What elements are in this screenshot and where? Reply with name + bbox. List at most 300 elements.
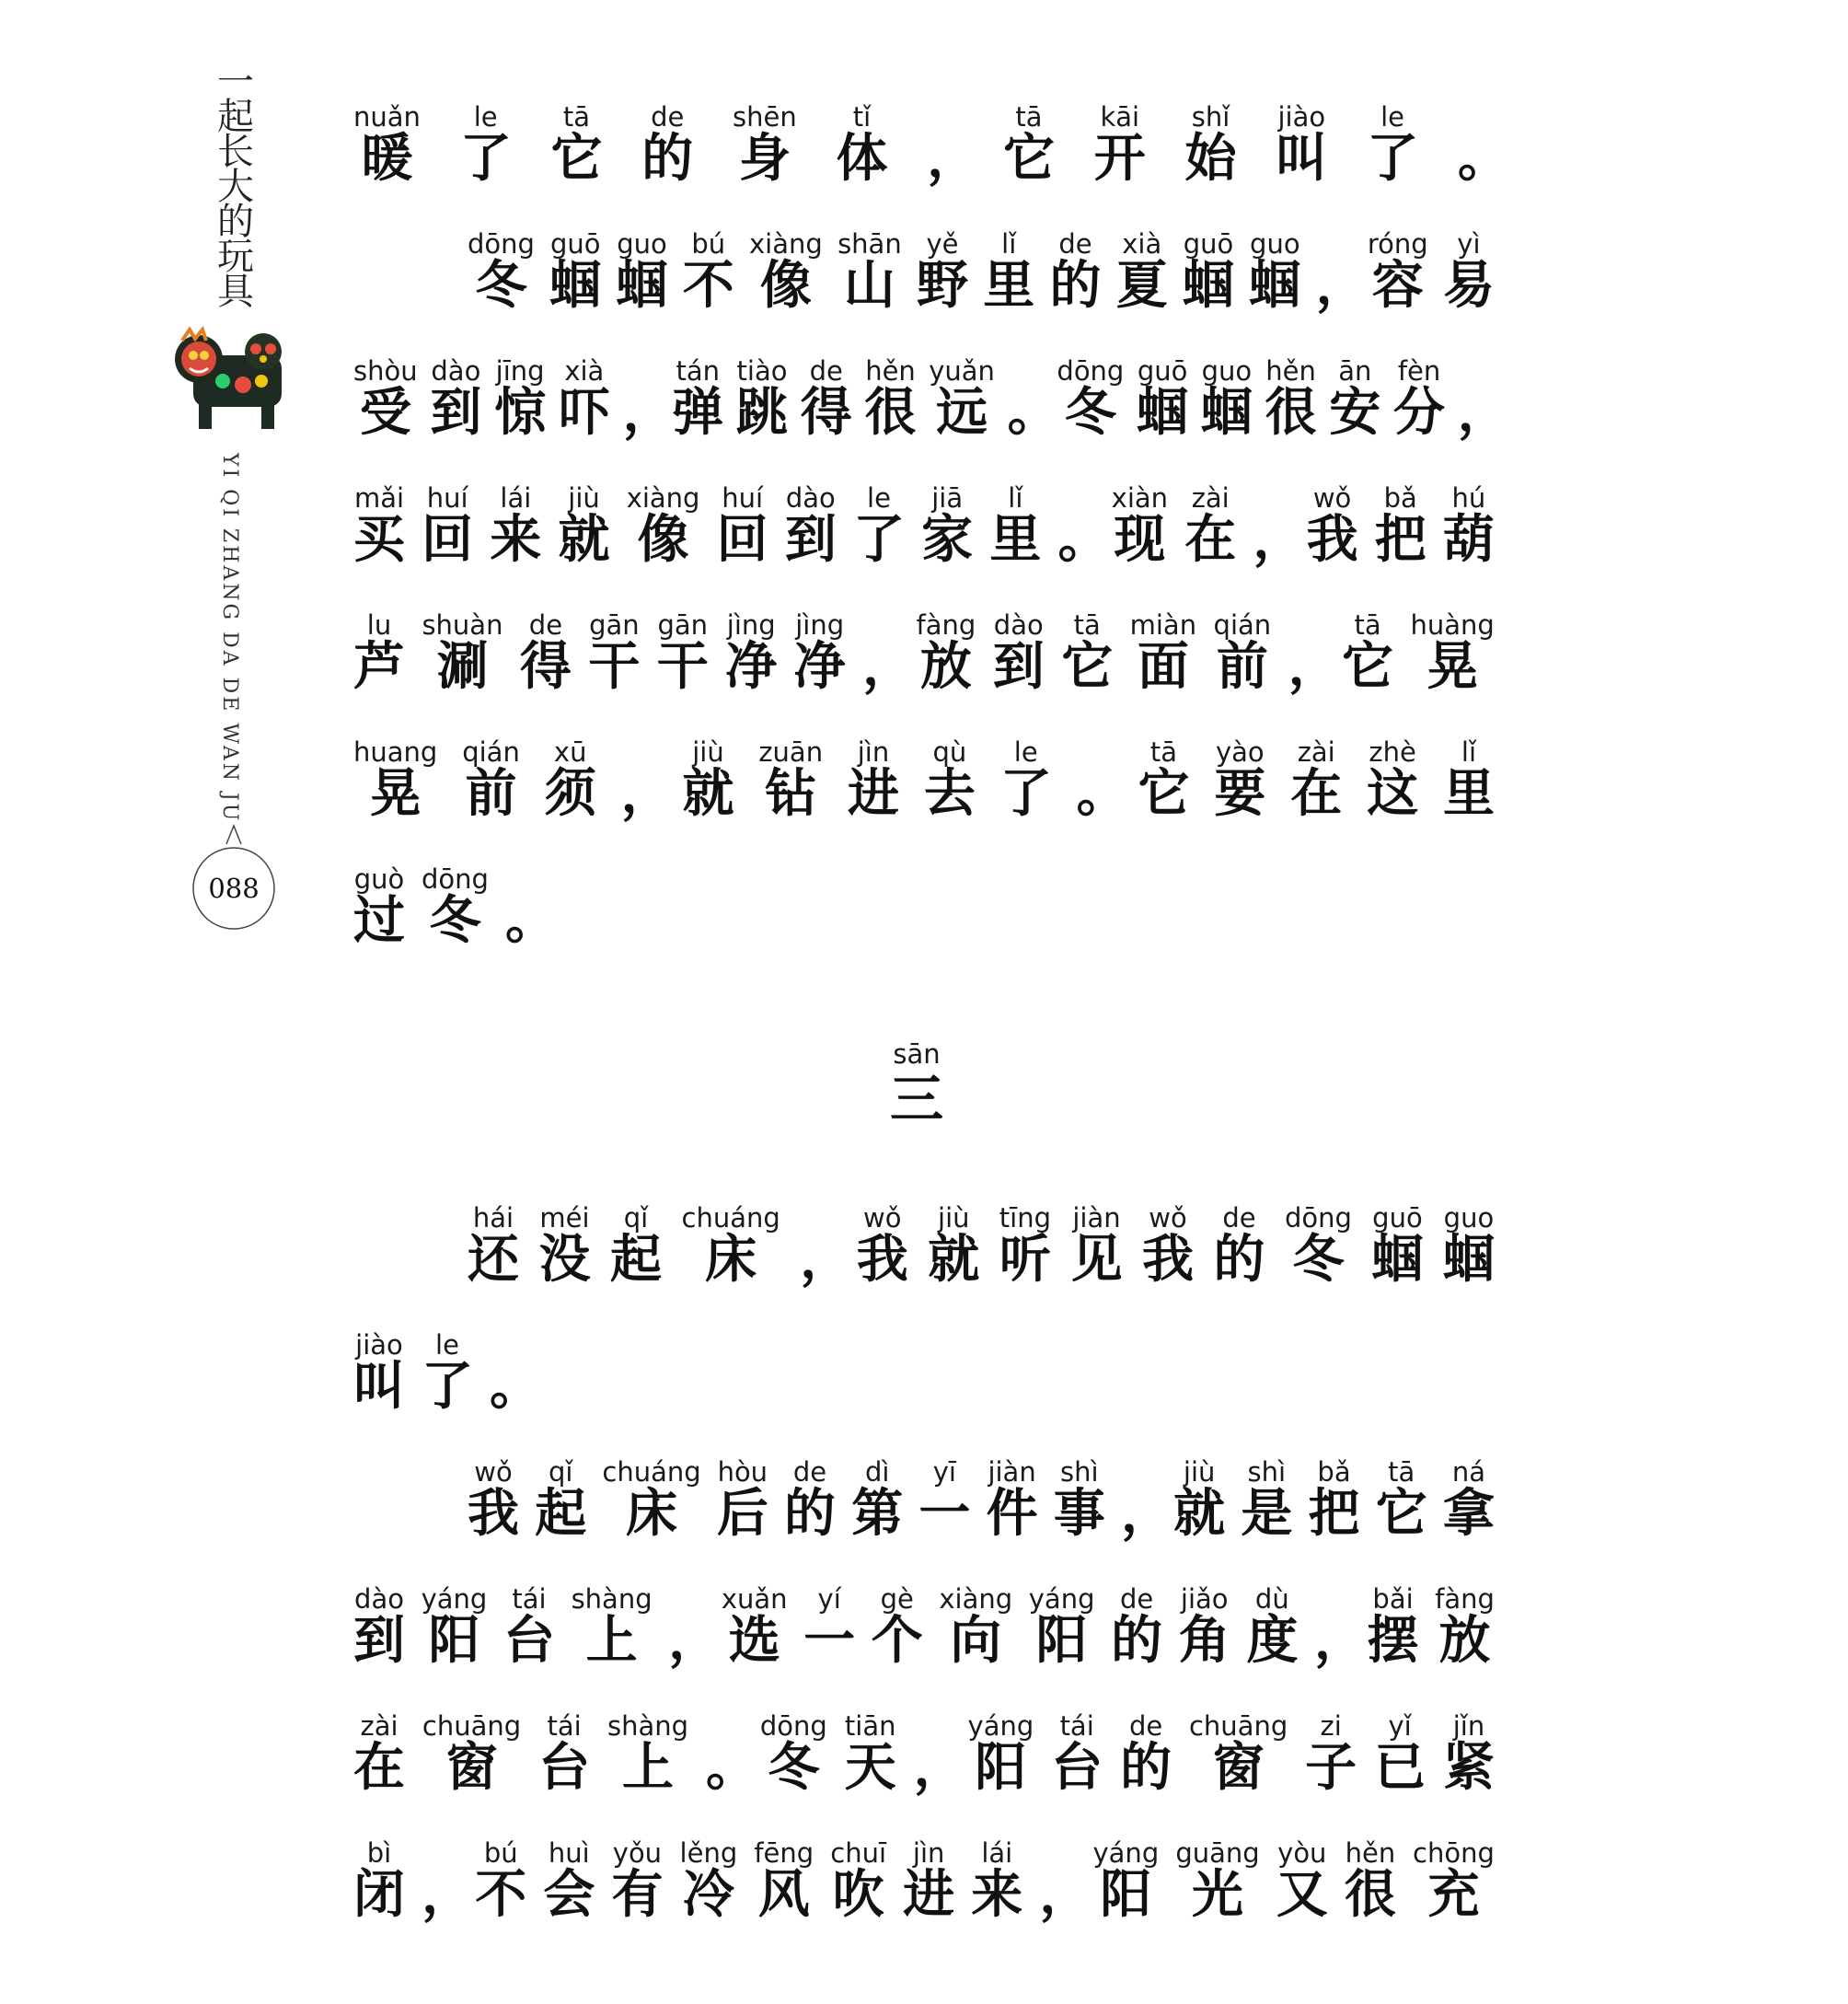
hanzi: 我 [1141,1229,1194,1290]
pinyin: jiā [931,482,964,514]
ruby-character [422,863,489,951]
hanzi: 受 [359,382,411,443]
hanzi: 了 [459,128,512,189]
hanzi: 就 [928,1229,980,1290]
hanzi: 家 [921,509,974,570]
pinyin: xiàng [749,228,823,260]
pinyin: guo [1443,1202,1495,1234]
line-characters [353,442,1495,570]
side-title-char: 起 [217,96,254,138]
hanzi: 充 [1427,1864,1480,1925]
ruby-character [1276,101,1328,189]
pinyin: mǎi [353,482,405,514]
pinyin: hái [472,1202,514,1234]
hanzi: 进 [903,1864,955,1925]
ruby-character [538,1710,591,1798]
hanzi: 夏 [1115,255,1168,316]
pinyin: de [1128,1710,1163,1742]
pinyin: ān [1338,355,1372,387]
pinyin: qǐ [548,1456,573,1488]
punctuation: ， [1457,382,1509,443]
hanzi: 晃 [369,763,422,824]
ruby-character [490,482,542,570]
ruby-character [800,355,852,443]
hanzi: 吹 [832,1864,884,1925]
hanzi: 买 [353,509,405,570]
ruby-character [1329,355,1381,443]
text-line [353,1162,1495,1289]
pinyin: tā [1354,609,1381,641]
ruby-character [611,1837,664,1925]
pinyin: jìn [857,736,890,768]
pinyin: bǎi [1372,1583,1414,1615]
line-characters [353,1797,1495,1925]
ruby-character [353,736,438,824]
hanzi: 把 [1374,509,1426,570]
ruby-character [732,101,797,189]
punctuation: ， [1039,1864,1091,1925]
ruby-character [462,736,520,824]
hanzi: 见 [1070,1229,1123,1290]
pinyin: shǐ [1191,101,1230,133]
line-characters [353,1670,1495,1798]
punctuation: ， [800,1229,852,1290]
pinyin: yě [926,228,959,260]
hanzi: 的 [1120,1737,1172,1798]
ruby-character [928,1202,980,1290]
paragraph-1 [353,61,1509,951]
pinyin: kāi [1100,101,1140,133]
ruby-character [1410,609,1495,697]
ruby-character [1138,736,1190,824]
ruby-character [353,1710,405,1798]
punctuation: ， [1315,255,1368,316]
hanzi: 起 [535,1483,587,1544]
ruby-character [459,101,512,189]
pinyin: guo [617,228,667,260]
hanzi: 净 [793,636,846,697]
hanzi: 冬 [475,255,527,316]
pinyin: xiàng [626,482,700,514]
hanzi: 的 [1111,1610,1163,1671]
ruby-character [803,1583,856,1671]
pinyin: hěn [1345,1837,1396,1869]
text-line [353,696,1495,823]
pinyin: fèn [1397,355,1441,387]
side-title-char: 长 [217,131,254,173]
pinyin: xià [564,355,605,387]
ruby-character [1028,1583,1095,1671]
pinyin: hòu [717,1456,768,1488]
hanzi: 一 [918,1483,971,1544]
hanzi: 摆 [1367,1610,1419,1671]
pinyin: de [1222,1202,1256,1234]
punctuation: 。 [1457,128,1509,189]
hanzi: 就 [558,509,610,570]
line-characters [468,1416,1495,1544]
ruby-character [1435,1583,1495,1671]
text-line [353,569,1495,696]
text-line [353,315,1509,443]
ruby-character [1214,736,1266,824]
pinyin: shān [837,228,902,260]
hanzi: 跳 [736,382,789,443]
pinyin: chuāng [422,1710,522,1742]
side-title-char: 玩 [217,236,254,278]
pinyin: huí [426,482,468,514]
pinyin: tā [1149,736,1178,768]
hanzi: 紧 [1442,1737,1495,1798]
pinyin: yào [1216,736,1265,768]
pinyin: de [651,101,685,133]
line-characters [353,61,1509,189]
hanzi: 的 [1213,1229,1265,1290]
side-title-char: 的 [217,201,254,243]
ruby-character [468,1202,519,1290]
hanzi: 阳 [1100,1864,1152,1925]
pinyin: fàng [916,609,976,641]
pinyin: miàn [1129,609,1197,641]
ruby-character [422,482,474,570]
section-heading [871,1038,963,1130]
ruby-character [1178,1583,1230,1671]
ruby-character [571,1583,653,1671]
hanzi: 要 [1214,763,1266,824]
ruby-character [353,1837,405,1925]
hanzi: 在 [353,1737,405,1798]
pinyin: tái [512,1583,547,1615]
pinyin: zài [1191,482,1230,514]
hanzi: 开 [1093,128,1146,189]
hanzi: 干 [588,636,641,697]
hanzi: 到 [430,382,482,443]
ruby-character [672,355,724,443]
hanzi: 像 [759,255,812,316]
ruby-character [1070,1202,1123,1290]
hanzi: 蝈 [1249,255,1301,316]
pinyin: fàng [1435,1583,1495,1615]
hanzi: 这 [1367,763,1419,824]
hanzi: 床 [705,1229,757,1290]
ruby-character [864,355,917,443]
ruby-character [656,609,709,697]
ruby-character [353,482,405,570]
ruby-character [682,228,734,316]
hanzi: 进 [847,763,899,824]
ruby-character [793,609,846,697]
hanzi: 冬 [1064,382,1116,443]
punctuation: 。 [490,1356,541,1417]
pinyin: dì [864,1456,890,1488]
hanzi: 了 [1367,128,1419,189]
pinyin: jiào [1277,101,1326,133]
ruby-character [606,1710,689,1798]
ruby-character [847,736,899,824]
ruby-character [754,1837,814,1925]
pinyin: wǒ [1312,482,1352,514]
ruby-character [602,1456,701,1544]
pinyin: jīng [495,355,545,387]
ruby-character [923,736,976,824]
side-title-char: 一 [217,61,254,103]
hanzi: 野 [916,255,968,316]
ruby-character [1141,1202,1194,1290]
paragraph-2 [353,1162,1495,1924]
hanzi: 前 [465,763,517,824]
hanzi: 第 [851,1483,904,1544]
ruby-character [502,1583,555,1671]
pinyin: guò [353,863,405,895]
hanzi: 又 [1276,1864,1328,1925]
pinyin: qián [462,736,520,768]
punctuation: ， [1253,509,1305,570]
hanzi: 听 [999,1229,1051,1290]
pinyin: bǎ [1383,482,1417,514]
ruby-character [1188,1710,1288,1798]
pinyin: róng [1367,228,1428,260]
hanzi: 它 [1375,1483,1427,1544]
ruby-character [1051,1710,1103,1798]
ruby-character [679,1837,738,1925]
ruby-character [1183,228,1235,316]
ruby-character [1053,1456,1105,1544]
page-number: 088 [208,873,260,904]
line-characters [353,1289,1495,1417]
pinyin: guō [1372,1202,1423,1234]
hanzi: 得 [800,382,852,443]
pinyin: de [1058,228,1092,260]
hanzi: 放 [1438,1610,1491,1671]
hanzi: 上 [585,1610,638,1671]
hanzi: 很 [864,382,917,443]
ruby-character [1249,228,1301,316]
pinyin: fēng [754,1837,814,1869]
ruby-character [837,228,902,316]
ruby-character [916,228,968,316]
ruby-character [851,1456,904,1544]
pinyin: xū [553,736,587,768]
hanzi: 净 [725,636,778,697]
pinyin: tā [1388,1456,1415,1488]
ruby-character [1111,482,1169,570]
pinyin: lái [981,1837,1013,1869]
hanzi: 蝈 [1200,382,1253,443]
ruby-character [1213,1202,1265,1290]
hanzi: 像 [637,509,689,570]
pinyin: huí [722,482,764,514]
ruby-character [1246,1583,1299,1671]
pinyin: tán [676,355,721,387]
ruby-character [1120,1710,1172,1798]
hanzi: 很 [1344,1864,1396,1925]
hanzi: 到 [992,636,1045,697]
punctuation: ， [1288,636,1340,697]
pinyin: huì [548,1837,590,1869]
hanzi: 蝈 [1183,255,1235,316]
ruby-character [1374,1710,1426,1798]
text-line [353,1289,1495,1416]
ruby-character [1308,1456,1360,1544]
hanzi: 冬 [1292,1229,1345,1290]
ruby-character [353,1583,405,1671]
line-characters [468,188,1495,316]
ruby-character [544,736,596,824]
pinyin: lái [500,482,532,514]
hanzi: 了 [422,1356,473,1417]
pinyin: tiān [844,1710,896,1742]
ruby-character [1111,1583,1163,1671]
pinyin: dōng [422,863,489,895]
ruby-character [430,355,482,443]
side-title-char: 大 [217,166,254,208]
ruby-character [353,355,418,443]
ruby-character [1049,228,1102,316]
ruby-character [1442,228,1495,316]
pinyin: yí [817,1583,841,1615]
hanzi: 的 [784,1483,837,1544]
hanzi: 冬 [768,1737,820,1798]
pinyin: yòu [1277,1837,1327,1869]
ruby-character [749,228,823,316]
punctuation: ， [422,1864,474,1925]
line-characters [468,1162,1495,1290]
pinyin: chuáng [681,1202,780,1234]
pinyin: zài [360,1710,398,1742]
line-characters [353,823,1495,951]
ruby-character [721,1583,788,1671]
ruby-character [1265,355,1317,443]
ruby-character [716,1456,768,1544]
ruby-character [1137,355,1189,443]
pinyin: tǐ [852,101,872,133]
pinyin: jiào [355,1329,403,1361]
hanzi: 了 [852,509,905,570]
pinyin: yī [932,1456,956,1488]
hanzi: 晃 [1426,636,1479,697]
pinyin: xuǎn [721,1583,788,1615]
hanzi: 它 [1342,636,1394,697]
ruby-character [1344,1837,1396,1925]
hanzi: 后 [716,1483,768,1544]
text-line [353,61,1509,189]
hanzi: 钻 [765,763,817,824]
hanzi: 去 [923,763,976,824]
ruby-character [836,101,888,189]
side-book-title [217,61,254,313]
hanzi: 弹 [672,382,724,443]
hanzi: 向 [950,1610,1002,1671]
ruby-character [1241,1456,1293,1544]
hanzi: 一 [803,1610,856,1671]
ruby-character [468,1456,519,1544]
hanzi: 须 [544,763,596,824]
ruby-character [1115,228,1168,316]
hanzi: 我 [1306,509,1358,570]
hanzi: 冬 [429,890,481,951]
pinyin: huang [353,736,438,768]
pinyin: wǒ [474,1456,513,1488]
pinyin: dào [993,609,1044,641]
ruby-character [929,355,995,443]
pinyin: tā [562,101,591,133]
pinyin: shuàn [422,609,503,641]
pinyin: tái [1059,1710,1094,1742]
ruby-character [1371,1202,1424,1290]
ruby-character [983,228,1035,316]
pinyin: zài [1297,736,1335,768]
ruby-character [1200,355,1253,443]
hanzi: 蝈 [1442,1229,1495,1290]
hanzi: 还 [468,1229,519,1290]
ruby-character [1290,736,1343,824]
hanzi: 蝈 [549,255,602,316]
ruby-character [681,1202,780,1290]
ruby-character [939,1583,1013,1671]
ruby-character [1213,609,1272,697]
hanzi: 叫 [1276,128,1328,189]
pinyin: shàng [606,1710,689,1742]
ruby-character [758,736,824,824]
hanzi: 件 [986,1483,1038,1544]
hanzi: 台 [502,1610,555,1671]
ruby-character [616,228,668,316]
hanzi: 窗 [445,1737,498,1798]
punctuation: 。 [1076,763,1128,824]
punctuation: 。 [1057,509,1110,570]
pinyin: xià [1122,228,1162,260]
pinyin: wǒ [1149,1202,1187,1234]
hanzi: 台 [1051,1737,1103,1798]
pinyin: chuī [830,1837,887,1869]
hanzi: 蝈 [616,255,668,316]
pinyin: qián [1213,609,1272,641]
hanzi: 回 [716,509,768,570]
hanzi: 里 [989,509,1042,570]
ruby-character [784,482,837,570]
ruby-character [1342,609,1394,697]
punctuation: 。 [504,890,557,951]
ruby-character [1442,1202,1495,1290]
ruby-character [422,609,503,697]
pinyin: le [435,1329,459,1361]
hanzi: 风 [757,1864,810,1925]
text-line [353,442,1495,569]
ruby-character [903,1837,955,1925]
ruby-character [1413,1837,1495,1925]
pinyin: xiàng [939,1583,1013,1615]
pinyin: lǐ [1001,228,1017,260]
pinyin: guō [549,228,601,260]
pinyin: bú [691,228,726,260]
pinyin: ná [1451,1456,1485,1488]
hanzi: 角 [1178,1610,1230,1671]
pinyin: jiàn [1072,1202,1121,1234]
ruby-character [421,1583,488,1671]
ruby-character [1442,482,1495,570]
hanzi: 闭 [353,1864,405,1925]
ruby-character [1442,736,1495,824]
pinyin: dào [785,482,836,514]
pinyin: dōng [468,228,535,260]
hanzi: 不 [682,255,734,316]
ruby-character [918,1456,971,1544]
hanzi: 有 [611,1864,664,1925]
ruby-character [1367,228,1428,316]
hanzi: 它 [1003,128,1055,189]
pinyin: chōng [1413,1837,1495,1869]
hanzi: 涮 [436,636,489,697]
text-line [353,1797,1495,1924]
